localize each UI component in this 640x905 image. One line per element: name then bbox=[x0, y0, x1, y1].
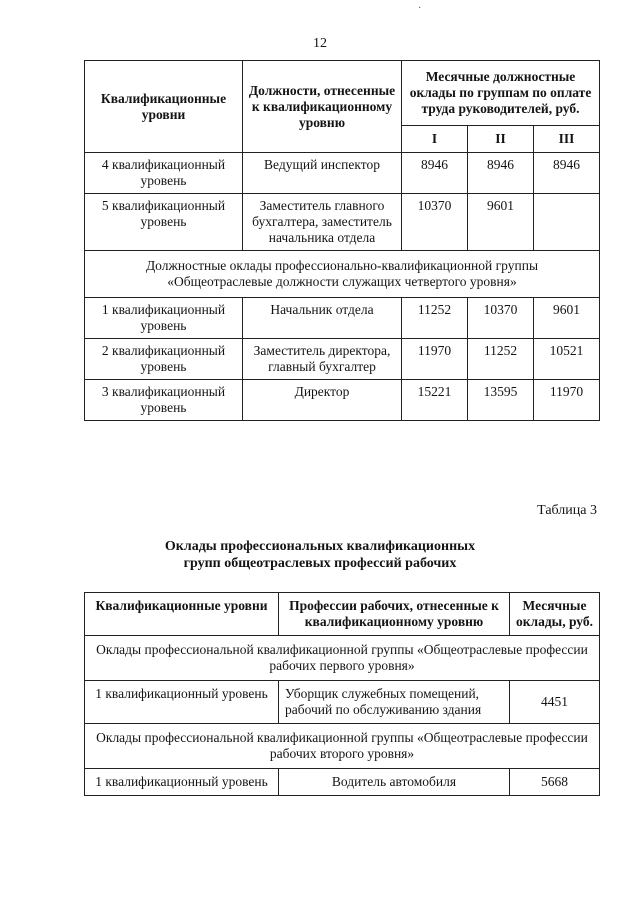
table-row bbox=[85, 380, 600, 421]
row-position: Директор bbox=[243, 380, 402, 421]
row-level: 4 квалификационный уровень bbox=[85, 153, 243, 194]
header-monthly-salaries: Месячные должностные оклады по группам по оплате труда руководителей, руб. bbox=[402, 61, 600, 126]
table-row bbox=[85, 153, 600, 194]
group-title: Оклады профессиональной квалификационной группы «Общеотраслевые профессии рабочих второго уровня» bbox=[85, 724, 600, 769]
scan-mark: · bbox=[418, 3, 422, 14]
row-profession: Водитель автомобиля bbox=[279, 769, 510, 796]
row-value-1: 10370 bbox=[402, 194, 468, 251]
table-row bbox=[85, 769, 600, 796]
row-value-2: 8946 bbox=[467, 153, 533, 194]
row-value-2: 10370 bbox=[467, 298, 533, 339]
header-group-2: II bbox=[467, 126, 533, 153]
table-row bbox=[85, 194, 600, 251]
row-value-2: 13595 bbox=[467, 380, 533, 421]
row-position: Заместитель директора, главный бухгалтер bbox=[243, 339, 402, 380]
header-group-1: I bbox=[402, 126, 468, 153]
row-position: Заместитель главного бухгалтера, заместитель начальника отдела bbox=[243, 194, 402, 251]
group-title-row bbox=[85, 251, 600, 298]
header-professions: Профессии рабочих, отнесенные к квалификационному уровню bbox=[279, 593, 510, 636]
page-number: 12 bbox=[313, 36, 327, 51]
group-title: Оклады профессиональной квалификационной группы «Общеотраслевые профессии рабочих первого уровня» bbox=[85, 636, 600, 681]
table-header-row bbox=[85, 593, 600, 636]
table-title-line-2: групп общеотраслевых профессий рабочих bbox=[183, 556, 457, 571]
group-title-row bbox=[85, 636, 600, 681]
table-row bbox=[85, 298, 600, 339]
row-position: Ведущий инспектор bbox=[243, 153, 402, 194]
header-group-3: III bbox=[533, 126, 599, 153]
header-monthly-salary: Месячные оклады, руб. bbox=[510, 593, 600, 636]
row-value-1: 11970 bbox=[402, 339, 468, 380]
row-level: 2 квалификационный уровень bbox=[85, 339, 243, 380]
row-level: 5 квалификационный уровень bbox=[85, 194, 243, 251]
row-level: 1 квалификационный уровень bbox=[85, 769, 279, 796]
table-row bbox=[85, 339, 600, 380]
header-qualification-levels: Квалификационные уровни bbox=[85, 61, 243, 153]
row-level: 3 квалификационный уровень bbox=[85, 380, 243, 421]
table-row bbox=[85, 681, 600, 724]
row-profession: Уборщик служебных помещений, рабочий по обслуживанию здания bbox=[279, 681, 510, 724]
row-value-1: 8946 bbox=[402, 153, 468, 194]
row-value-1: 15221 bbox=[402, 380, 468, 421]
salary-table-positions bbox=[84, 60, 600, 421]
table-header-row bbox=[85, 61, 600, 126]
header-positions: Должности, отнесенные к квалификационному уровню bbox=[243, 61, 402, 153]
row-salary: 4451 bbox=[510, 681, 600, 724]
header-qualification-levels: Квалификационные уровни bbox=[85, 593, 279, 636]
row-value-2: 11252 bbox=[467, 339, 533, 380]
row-value-1: 11252 bbox=[402, 298, 468, 339]
table-title bbox=[0, 538, 640, 572]
row-value-3: 8946 bbox=[533, 153, 599, 194]
row-salary: 5668 bbox=[510, 769, 600, 796]
row-position: Начальник отдела bbox=[243, 298, 402, 339]
salary-table-workers bbox=[84, 592, 600, 796]
group-title-row bbox=[85, 724, 600, 769]
group-title: Должностные оклады профессионально-квалификационной группы «Общеотраслевые должности служащих четвертого уровня» bbox=[85, 251, 600, 298]
row-level: 1 квалификационный уровень bbox=[85, 298, 243, 339]
row-value-3: 9601 bbox=[533, 298, 599, 339]
table-title-line-1: Оклады профессиональных квалификационных bbox=[164, 539, 476, 554]
row-value-3: 11970 bbox=[533, 380, 599, 421]
row-value-3: 10521 bbox=[533, 339, 599, 380]
row-value-2: 9601 bbox=[467, 194, 533, 251]
row-level: 1 квалификационный уровень bbox=[85, 681, 279, 724]
row-value-3 bbox=[533, 194, 599, 251]
table-caption: Таблица 3 bbox=[537, 503, 597, 518]
